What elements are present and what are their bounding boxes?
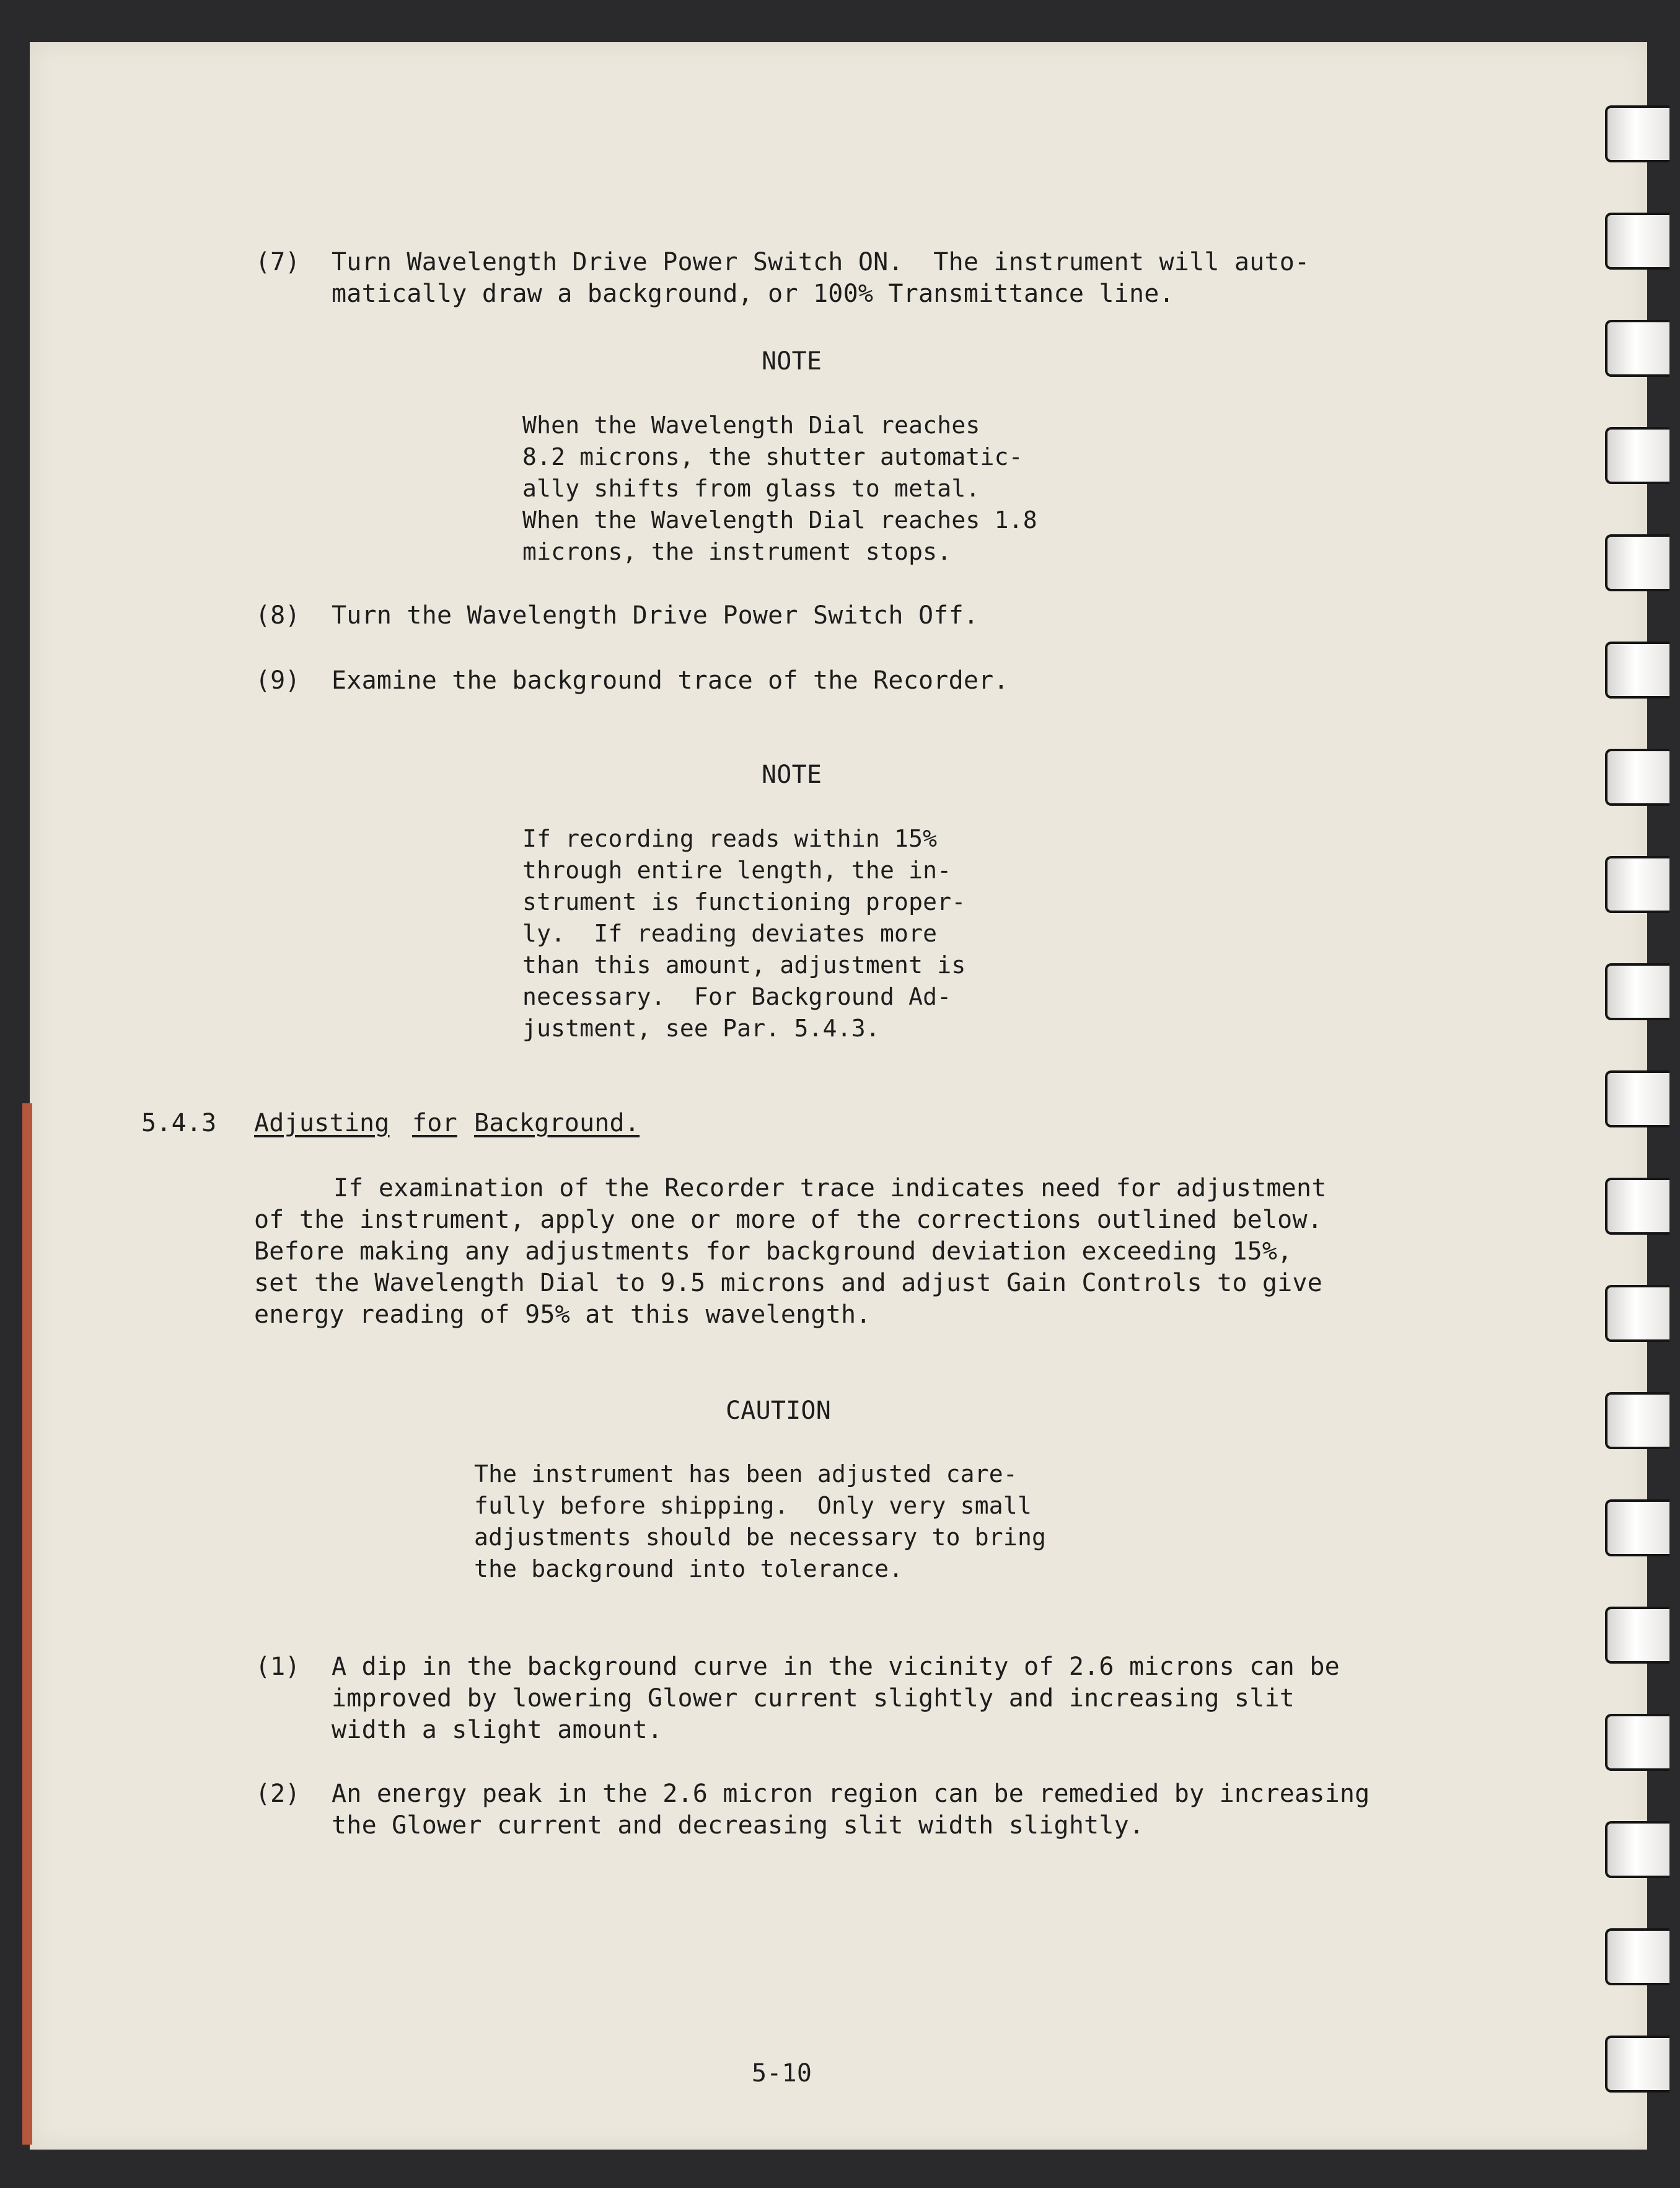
step-number: (8) <box>255 601 301 630</box>
binding-ring <box>1605 213 1669 270</box>
note-line: microns, the instrument stops. <box>522 538 952 565</box>
note-line: When the Wavelength Dial reaches 1.8 <box>522 506 1037 534</box>
binding-ring <box>1605 963 1669 1020</box>
note-line: necessary. For Background Ad- <box>522 983 952 1010</box>
binding-ring <box>1605 105 1669 162</box>
binding-ring <box>1605 1285 1669 1342</box>
binding-ring <box>1605 1178 1669 1235</box>
binding-ring <box>1605 2036 1669 2093</box>
step-number: (1) <box>255 1652 301 1681</box>
section-number: 5.4.3 <box>141 1109 217 1137</box>
section-title: Adjusting <box>254 1109 390 1137</box>
step-text-line: Examine the background trace of the Recorder. <box>332 666 1009 695</box>
note-line: ally shifts from glass to metal. <box>522 475 980 502</box>
note-heading: NOTE <box>762 761 822 789</box>
caution-heading: CAUTION <box>726 1396 831 1425</box>
binding-spine <box>22 1103 32 2145</box>
note-heading: NOTE <box>762 347 822 376</box>
section-title: for <box>412 1109 457 1137</box>
step-text-line: Turn Wavelength Drive Power Switch ON. The instrument will auto- <box>332 248 1310 276</box>
section-paragraph-line: Before making any adjustments for background deviation exceeding 15%, <box>254 1237 1293 1266</box>
step-text-line: improved by lowering Glower current slightly and increasing slit <box>332 1684 1295 1713</box>
note-line: If recording reads within 15% <box>522 825 938 852</box>
caution-line: The instrument has been adjusted care- <box>474 1460 1018 1488</box>
binding-ring <box>1605 642 1669 699</box>
caution-line: adjustments should be necessary to bring <box>474 1524 1047 1551</box>
section-title: Background. <box>474 1109 640 1137</box>
binding-ring <box>1605 1607 1669 1664</box>
section-paragraph-line: If examination of the Recorder trace indicates need for adjustment <box>333 1174 1327 1202</box>
binding-ring <box>1605 1392 1669 1449</box>
binding-ring <box>1605 320 1669 377</box>
step-text-line: the Glower current and decreasing slit width slightly. <box>332 1811 1145 1840</box>
caution-line: fully before shipping. Only very small <box>474 1492 1032 1519</box>
note-line: strument is functioning proper- <box>522 888 966 915</box>
binding-ring <box>1605 856 1669 913</box>
binding-ring <box>1605 749 1669 806</box>
step-text-line: An energy peak in the 2.6 micron region can be remedied by increasing <box>332 1780 1370 1808</box>
note-line: through entire length, the in- <box>522 857 952 884</box>
note-line: than this amount, adjustment is <box>522 951 966 979</box>
binding-ring <box>1605 1821 1669 1878</box>
binding-ring <box>1605 427 1669 484</box>
step-text-line: A dip in the background curve in the vicinity of 2.6 microns can be <box>332 1652 1340 1681</box>
note-line: When the Wavelength Dial reaches <box>522 412 980 439</box>
step-text-line: width a slight amount. <box>332 1716 663 1744</box>
spiral-binding <box>1605 105 1680 2089</box>
section-paragraph-line: set the Wavelength Dial to 9.5 microns and adjust Gain Controls to give <box>254 1269 1323 1297</box>
step-number: (9) <box>255 666 301 695</box>
note-line: 8.2 microns, the shutter automatic- <box>522 443 1023 470</box>
page-number: 5-10 <box>752 2059 812 2088</box>
binding-ring <box>1605 1714 1669 1771</box>
binding-ring <box>1605 1070 1669 1127</box>
binding-ring <box>1605 534 1669 591</box>
note-line: ly. If reading deviates more <box>522 920 938 947</box>
note-line: justment, see Par. 5.4.3. <box>522 1015 880 1042</box>
step-text-line: Turn the Wavelength Drive Power Switch Off. <box>332 601 979 630</box>
binding-ring <box>1605 1499 1669 1556</box>
step-text-line: matically draw a background, or 100% Transmittance line. <box>332 280 1174 308</box>
section-paragraph-line: energy reading of 95% at this wavelength. <box>254 1300 871 1329</box>
step-number: (7) <box>255 248 301 276</box>
caution-line: the background into tolerance. <box>474 1555 904 1582</box>
binding-ring <box>1605 1928 1669 1985</box>
step-number: (2) <box>255 1780 301 1808</box>
section-paragraph-line: of the instrument, apply one or more of the corrections outlined below. <box>254 1206 1323 1234</box>
